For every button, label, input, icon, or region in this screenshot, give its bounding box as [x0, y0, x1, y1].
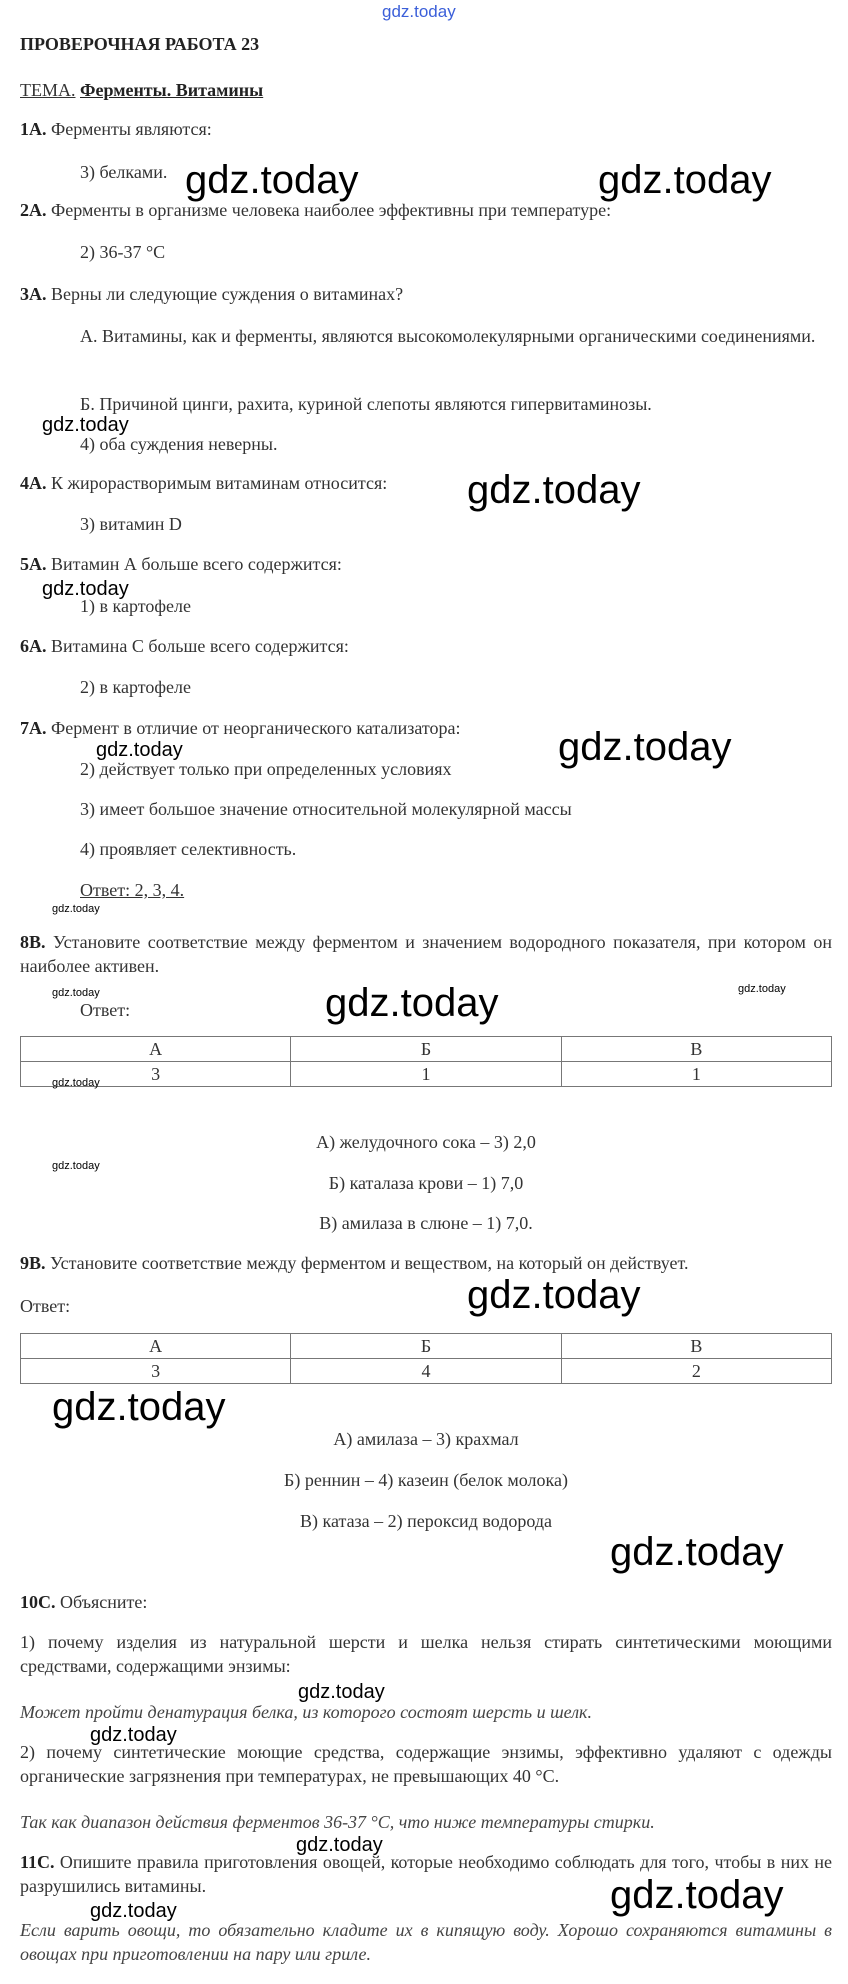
match-line: Б) реннин – 4) казеин (белок молока): [284, 1470, 568, 1490]
answer-6: 2) в картофеле: [80, 677, 191, 697]
question-text: Установите соответствие между ферментом и веществом, на который он действует.: [50, 1253, 689, 1273]
watermark: gdz.today: [52, 1385, 226, 1429]
theme-heading: [20, 78, 263, 102]
match-line: Б) каталаза крови – 1) 7,0: [328, 1173, 524, 1193]
watermark: gdz.today: [296, 1834, 383, 1856]
question-5: [20, 552, 342, 576]
watermark: gdz.today: [52, 1077, 100, 1089]
watermark: gdz.today: [52, 1160, 100, 1172]
question-number: 8В.: [20, 932, 46, 952]
watermark: gdz.today: [96, 739, 183, 761]
question-8: [20, 930, 832, 978]
watermark: gdz.today: [738, 983, 786, 995]
option-2: 2) действует только при определенных условиях: [80, 759, 452, 779]
table-cell: 4: [291, 1359, 561, 1384]
question-text: Верны ли следующие суждения о витаминах?: [51, 284, 404, 304]
question-text: Витамина С больше всего содержится:: [51, 636, 349, 656]
question-text: Ферменты в организме человека наиболее эффективны при температуре:: [51, 200, 612, 220]
statement-b: Б. Причиной цинги, рахита, куриной слепоты являются гипервитаминозы.: [80, 394, 652, 414]
answer-11: Если варить овощи, то обязательно кладите их в кипящую воду. Хорошо сохраняются витамины в овощах при приготовлении на пару или гриле.: [20, 1920, 832, 1964]
watermark: gdz.today: [90, 1724, 177, 1746]
table-header-cell: Б: [291, 1037, 561, 1062]
answer-3: 4) оба суждения неверны.: [80, 434, 278, 454]
answer-5: 1) в картофеле: [80, 596, 191, 616]
match-line: А) желудочного сока – 3) 2,0: [316, 1132, 536, 1152]
table-row: [21, 1334, 832, 1359]
question-text: К жирорастворимым витаминам относится:: [51, 473, 388, 493]
question-10: [20, 1590, 147, 1614]
match-line: В) амилаза в слюне – 1) 7,0.: [319, 1213, 533, 1233]
table-header-cell: А: [21, 1334, 291, 1359]
table-cell: 3: [21, 1062, 291, 1087]
question-number: 3А.: [20, 284, 47, 304]
answer-7: Ответ: 2, 3, 4.: [80, 880, 185, 900]
answer-10-part-1: Может пройти денатурация белка, из которого состоят шерсть и шелк.: [20, 1702, 592, 1722]
question-number: 7А.: [20, 718, 47, 738]
question-number: 6А.: [20, 636, 47, 656]
question-4: [20, 471, 387, 495]
table-row: [21, 1062, 832, 1087]
watermark: gdz.today: [610, 1873, 784, 1917]
question-6: [20, 634, 349, 658]
table-header-cell: Б: [291, 1334, 561, 1359]
question-number: 5А.: [20, 554, 47, 574]
watermark: gdz.today: [382, 2, 456, 21]
option-4: 4) проявляет селективность.: [80, 839, 297, 859]
theme-title: Ферменты. Витамины: [80, 80, 264, 100]
answer-10-part-2: Так как диапазон действия ферментов 36-37 °С, что ниже температуры стирки.: [20, 1812, 655, 1832]
option-3: 3) имеет большое значение относительной молекулярной массы: [80, 799, 572, 819]
question-number: 11С.: [20, 1852, 55, 1872]
question-text: Ферменты являются:: [51, 119, 212, 139]
table-row: [21, 1359, 832, 1384]
question-number: 2А.: [20, 200, 47, 220]
theme-label: ТЕМА.: [20, 80, 76, 100]
question-number: 1А.: [20, 119, 47, 139]
table-cell: 2: [561, 1359, 831, 1384]
question-number: 9В.: [20, 1253, 46, 1273]
table-cell: 1: [291, 1062, 561, 1087]
question-text: Установите соответствие между ферментом и значением водородного показателя, при котором он наиболее активен.: [20, 932, 833, 976]
question-7: [20, 716, 461, 740]
question-3: [20, 282, 403, 306]
table-row: [21, 1037, 832, 1062]
answer-table-9: [20, 1333, 832, 1384]
question-text: Объясните:: [60, 1592, 148, 1612]
table-header-cell: В: [561, 1037, 831, 1062]
match-line: А) амилаза – 3) крахмал: [333, 1429, 519, 1449]
answer-label-9: Ответ:: [20, 1296, 71, 1316]
question-1: [20, 117, 212, 141]
watermark: gdz.today: [42, 578, 129, 600]
answer-4: 3) витамин D: [80, 514, 182, 534]
answer-table-8: [20, 1036, 832, 1087]
statement-a: А. Витамины, как и ферменты, являются высокомолекулярными органическими соединениями.: [80, 326, 816, 346]
table-cell: 3: [21, 1359, 291, 1384]
watermark: gdz.today: [52, 903, 100, 915]
answer-2: 2) 36-37 °С: [80, 242, 166, 262]
watermark: gdz.today: [610, 1530, 784, 1574]
table-header-cell: А: [21, 1037, 291, 1062]
question-10-part-2: 2) почему синтетические моющие средства, содержащие энзимы, эффективно удаляют с одежды органические загрязнения при температурах, не превышающих 40 °С.: [20, 1742, 832, 1786]
watermark: gdz.today: [467, 1273, 641, 1317]
question-text: Витамин А больше всего содержится:: [51, 554, 342, 574]
watermark: gdz.today: [185, 158, 359, 202]
question-number: 10С.: [20, 1592, 56, 1612]
question-10-part-1: 1) почему изделия из натуральной шерсти и шелка нельзя стирать синтетическими моющими средствами, содержащими энзимы:: [20, 1632, 832, 1676]
watermark: gdz.today: [42, 414, 129, 436]
question-9: [20, 1251, 688, 1275]
match-line: В) катаза – 2) пероксид водорода: [299, 1511, 552, 1531]
watermark: gdz.today: [52, 987, 100, 999]
answer-1: 3) белками.: [80, 162, 168, 182]
watermark: gdz.today: [325, 981, 499, 1025]
question-text: Опишите правила приготовления овощей, которые необходимо соблюдать для того, чтобы в них не разрушились витамины.: [20, 1852, 832, 1896]
watermark: gdz.today: [90, 1900, 177, 1922]
question-text: Фермент в отличие от неорганического катализатора:: [51, 718, 461, 738]
table-cell: 1: [561, 1062, 831, 1087]
question-number: 4А.: [20, 473, 47, 493]
page-title: ПРОВЕРОЧНАЯ РАБОТА 23: [20, 34, 260, 54]
table-header-cell: В: [561, 1334, 831, 1359]
watermark: gdz.today: [298, 1681, 385, 1703]
watermark: gdz.today: [467, 468, 641, 512]
answer-label-8: Ответ:: [80, 1000, 131, 1020]
watermark: gdz.today: [598, 158, 772, 202]
watermark: gdz.today: [558, 725, 732, 769]
